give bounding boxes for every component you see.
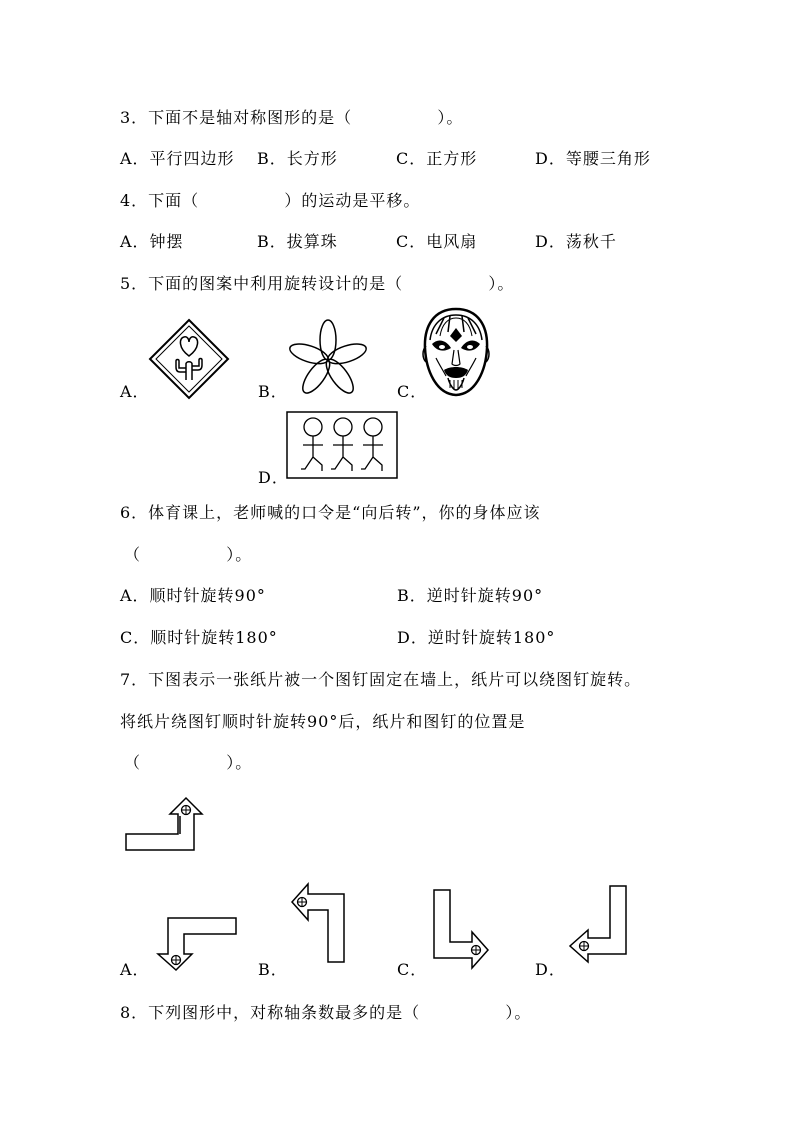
q3-option-a: A．平行四边形 xyxy=(120,149,235,168)
q4-stem: 4．下面（ ）的运动是平移。 xyxy=(120,191,421,210)
q4-option-d: D．荡秋千 xyxy=(535,232,617,251)
q6-option-b: B．逆时针旋转90° xyxy=(397,586,544,605)
q8-stem: 8．下列图形中，对称轴条数最多的是（ ）。 xyxy=(120,1003,532,1022)
five-petal-flower-icon xyxy=(286,318,370,402)
pinned-paper-option-d-icon xyxy=(568,884,630,968)
heart-cactus-diamond-icon xyxy=(148,318,230,400)
q5-label-a: A． xyxy=(120,382,150,401)
q7-label-b: B． xyxy=(258,960,288,979)
q4-option-b: B．拔算珠 xyxy=(257,232,338,251)
pinned-paper-original-icon xyxy=(124,796,210,852)
q3-stem: 3．下面不是轴对称图形的是（ ）。 xyxy=(120,108,464,127)
q7-stem-line2: 将纸片绕图钉顺时针旋转90°后，纸片和图钉的位置是 xyxy=(120,712,526,731)
q4-option-c: C．电风扇 xyxy=(396,232,478,251)
q5-label-b: B． xyxy=(258,382,288,401)
q6-option-a: A．顺时针旋转90° xyxy=(120,586,266,605)
q5-stem: 5．下面的图案中利用旋转设计的是（ ）。 xyxy=(120,274,515,293)
q6-blank: （ ）。 xyxy=(124,545,253,564)
q5-label-c: C． xyxy=(397,382,428,401)
q7-label-a: A． xyxy=(120,960,150,979)
q3-option-c: C．正方形 xyxy=(396,149,478,168)
q4-option-a: A．钟摆 xyxy=(120,232,184,251)
opera-mask-face-icon xyxy=(420,306,492,398)
q7-label-d: D． xyxy=(535,960,566,979)
pinned-paper-option-c-icon xyxy=(430,888,492,972)
q5-label-d: D． xyxy=(258,468,289,487)
pinned-paper-option-a-icon xyxy=(154,914,238,972)
q7-blank: （ ）。 xyxy=(124,753,253,772)
q7-stem-line1: 7．下图表示一张纸片被一个图钉固定在墙上，纸片可以绕图钉旋转。 xyxy=(120,670,642,689)
q3-option-d: D．等腰三角形 xyxy=(535,149,651,168)
q7-label-c: C． xyxy=(397,960,428,979)
three-stick-figures-icon xyxy=(286,411,398,479)
q6-stem: 6．体育课上，老师喊的口令是“向后转”，你的身体应该 xyxy=(120,503,541,522)
q3-option-b: B．长方形 xyxy=(257,149,338,168)
pinned-paper-option-b-icon xyxy=(290,880,348,964)
q6-option-c: C．顺时针旋转180° xyxy=(120,628,278,647)
q6-option-d: D．逆时针旋转180° xyxy=(397,628,556,647)
